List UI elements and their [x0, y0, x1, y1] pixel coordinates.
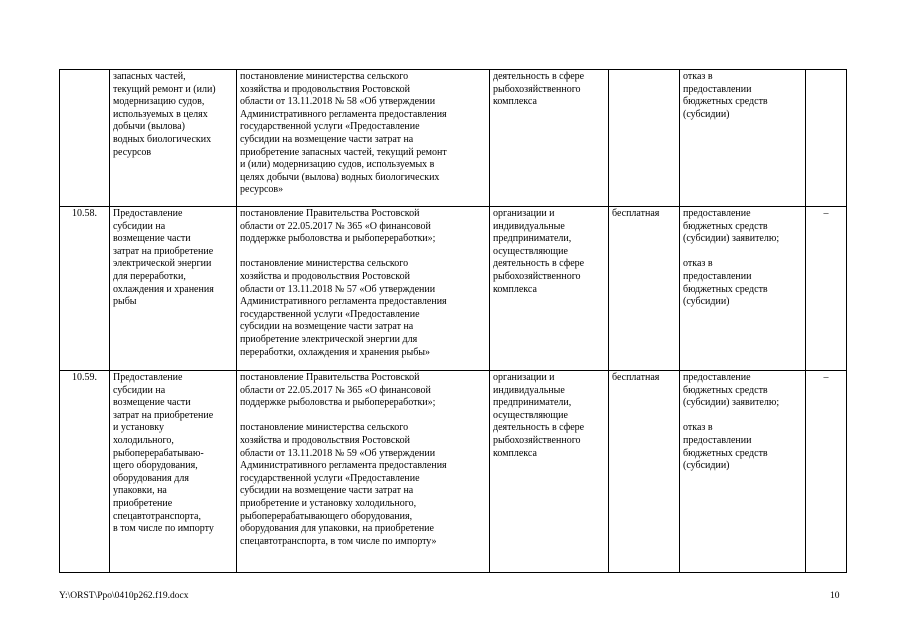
- footer-file-path: Y:\ORST\Ppo\0410p262.f19.docx: [59, 591, 189, 601]
- legal-basis-line: области от 13.11.2018 № 58 «Об утверждении: [240, 96, 436, 108]
- legal-basis-line: постановление министерства сельского: [240, 71, 409, 82]
- recipients-line: рыбохозяйственного: [493, 434, 581, 446]
- result-line: предоставлении: [683, 434, 752, 446]
- service-name-line: оборудования для: [113, 472, 189, 484]
- legal-basis-line: области от 13.11.2018 № 59 «Об утверждении: [240, 447, 436, 459]
- legal-basis-line: субсидии на возмещение части затрат на: [240, 133, 414, 145]
- legal-basis-line: приобретение электрической энергии для: [240, 333, 418, 345]
- result-line: бюджетных средств: [683, 384, 768, 396]
- service-name-cell: [110, 207, 237, 371]
- footer-page-number: 10: [830, 591, 840, 601]
- service-name-line: электрической энергии: [113, 258, 212, 270]
- result-line: отказ в: [683, 71, 713, 82]
- row-number: 10.59.: [60, 371, 110, 573]
- service-name-line: водных биологических: [113, 133, 212, 145]
- dash-cell: –: [806, 207, 847, 371]
- legal-basis-cell: [237, 70, 490, 207]
- service-name-cell: [110, 70, 237, 207]
- service-name-line: рыбоперерабатываю-: [113, 447, 204, 459]
- recipients-line: индивидуальные: [493, 384, 565, 396]
- service-name-line: возмещение части: [113, 233, 191, 245]
- result-line: (субсидии) заявителю;: [683, 397, 780, 409]
- recipients-line: деятельность в сфере: [493, 71, 585, 82]
- legal-basis-line: постановление Правительства Ростовской: [240, 372, 420, 383]
- legal-basis-line: поддержке рыболовства и рыбопереработки»;: [240, 397, 436, 409]
- cost-cell: бесплатная: [609, 371, 680, 573]
- recipients-line: рыбохозяйственного: [493, 83, 581, 95]
- recipients-line: организации и: [493, 208, 555, 219]
- legal-basis-line: постановление министерства сельского: [240, 258, 409, 270]
- recipients-line: деятельность в сфере: [493, 422, 585, 434]
- service-name-line: в том числе по импорту: [113, 523, 214, 535]
- recipients-line: индивидуальные: [493, 220, 565, 232]
- service-name-line: субсидии на: [113, 384, 166, 396]
- recipients-line: организации и: [493, 372, 555, 383]
- recipients-line: комплекса: [493, 447, 537, 459]
- legal-basis-line: хозяйства и продовольствия Ростовской: [240, 83, 410, 95]
- service-name-line: холодильного,: [113, 434, 174, 446]
- legal-basis-line: постановление Правительства Ростовской: [240, 208, 420, 219]
- service-name-line: затрат на приобретение: [113, 409, 214, 421]
- service-name-line: приобретение: [113, 497, 173, 509]
- paragraph-gap: [240, 246, 486, 259]
- service-name-line: текущий ремонт и (или): [113, 83, 216, 95]
- paragraph-gap: [240, 410, 486, 423]
- legal-basis-line: области от 13.11.2018 № 57 «Об утверждении: [240, 283, 436, 295]
- row-number: 10.58.: [60, 207, 110, 371]
- service-name-cell: [110, 371, 237, 573]
- legal-basis-line: переработки, охлаждения и хранения рыбы»: [240, 346, 431, 358]
- legal-basis-line: области от 22.05.2017 № 365 «О финансовой: [240, 220, 431, 232]
- recipients-cell: [490, 371, 609, 573]
- legal-basis-line: государственной услуги «Предоставление: [240, 472, 420, 484]
- legal-basis-line: области от 22.05.2017 № 365 «О финансовой: [240, 384, 431, 396]
- result-line: предоставлении: [683, 83, 752, 95]
- result-line: (субсидии): [683, 108, 730, 120]
- legal-basis-line: ресурсов»: [240, 184, 284, 196]
- recipients-line: предприниматели,: [493, 397, 572, 409]
- services-table: [59, 69, 847, 573]
- service-name-line: упаковки, на: [113, 485, 167, 497]
- legal-basis-line: постановление министерства сельского: [240, 422, 409, 434]
- service-name-line: запасных частей,: [113, 71, 186, 82]
- cost-cell: бесплатная: [609, 207, 680, 371]
- legal-basis-cell: [237, 371, 490, 573]
- service-name-line: затрат на приобретение: [113, 245, 214, 257]
- dash-cell: –: [806, 371, 847, 573]
- service-name-line: Предоставление: [113, 372, 183, 383]
- service-name-line: и установку: [113, 422, 165, 434]
- legal-basis-line: рыбоперерабатывающего оборудования,: [240, 510, 413, 522]
- result-line: (субсидии) заявителю;: [683, 233, 780, 245]
- legal-basis-line: Административного регламента предоставления: [240, 108, 447, 120]
- result-line: отказ в: [683, 422, 713, 434]
- recipients-line: предприниматели,: [493, 233, 572, 245]
- service-name-line: возмещение части: [113, 397, 191, 409]
- service-name-line: используемых в целях: [113, 108, 208, 120]
- recipients-line: комплекса: [493, 283, 537, 295]
- dash-cell: [806, 70, 847, 207]
- legal-basis-line: спецавтотранспорта, в том числе по импорту»: [240, 535, 437, 547]
- legal-basis-line: Административного регламента предоставления: [240, 460, 447, 472]
- result-line: бюджетных средств: [683, 220, 768, 232]
- service-name-line: добычи (вылова): [113, 121, 185, 133]
- recipients-line: деятельность в сфере: [493, 258, 585, 270]
- result-line: (субсидии): [683, 296, 730, 308]
- legal-basis-line: субсидии на возмещение части затрат на: [240, 321, 414, 333]
- legal-basis-line: приобретение и установку холодильного,: [240, 497, 417, 509]
- legal-basis-line: оборудования для упаковки, на приобретение: [240, 523, 434, 535]
- service-name-line: Предоставление: [113, 208, 183, 219]
- service-name-line: для переработки,: [113, 270, 186, 282]
- legal-basis-line: целях добычи (вылова) водных биологических: [240, 171, 440, 183]
- service-name-line: субсидии на: [113, 220, 166, 232]
- result-line: отказ в: [683, 258, 713, 270]
- recipients-line: комплекса: [493, 96, 537, 108]
- result-line: предоставление: [683, 372, 751, 383]
- legal-basis-line: поддержке рыболовства и рыбопереработки»;: [240, 233, 436, 245]
- result-cell: [680, 207, 806, 371]
- legal-basis-line: приобретение запасных частей, текущий ремонт: [240, 146, 447, 158]
- row-number: [60, 70, 110, 207]
- legal-basis-line: хозяйства и продовольствия Ростовской: [240, 434, 410, 446]
- result-line: предоставлении: [683, 270, 752, 282]
- result-line: бюджетных средств: [683, 96, 768, 108]
- recipients-cell: [490, 207, 609, 371]
- result-line: бюджетных средств: [683, 283, 768, 295]
- paragraph-gap: [683, 410, 802, 423]
- cost-cell: [609, 70, 680, 207]
- recipients-line: осуществляющие: [493, 409, 568, 421]
- result-line: предоставление: [683, 208, 751, 219]
- legal-basis-line: субсидии на возмещение части затрат на: [240, 485, 414, 497]
- service-name-line: ресурсов: [113, 146, 152, 158]
- service-name-line: рыбы: [113, 296, 137, 308]
- recipients-cell: [490, 70, 609, 207]
- service-name-line: спецавтотранспорта,: [113, 510, 201, 522]
- legal-basis-line: и (или) модернизацию судов, используемых в: [240, 159, 435, 171]
- legal-basis-line: хозяйства и продовольствия Ростовской: [240, 270, 410, 282]
- result-cell: [680, 70, 806, 207]
- result-line: (субсидии): [683, 460, 730, 472]
- service-name-line: щего оборудования,: [113, 460, 198, 472]
- legal-basis-line: государственной услуги «Предоставление: [240, 308, 420, 320]
- result-cell: [680, 371, 806, 573]
- recipients-line: рыбохозяйственного: [493, 270, 581, 282]
- result-line: бюджетных средств: [683, 447, 768, 459]
- service-name-line: охлаждения и хранения: [113, 283, 214, 295]
- table-row: [60, 371, 847, 573]
- paragraph-gap: [683, 246, 802, 259]
- service-name-line: модернизацию судов,: [113, 96, 205, 108]
- legal-basis-cell: [237, 207, 490, 371]
- legal-basis-line: Административного регламента предоставления: [240, 296, 447, 308]
- table-row: [60, 70, 847, 207]
- recipients-line: осуществляющие: [493, 245, 568, 257]
- table-row: [60, 207, 847, 371]
- legal-basis-line: государственной услуги «Предоставление: [240, 121, 420, 133]
